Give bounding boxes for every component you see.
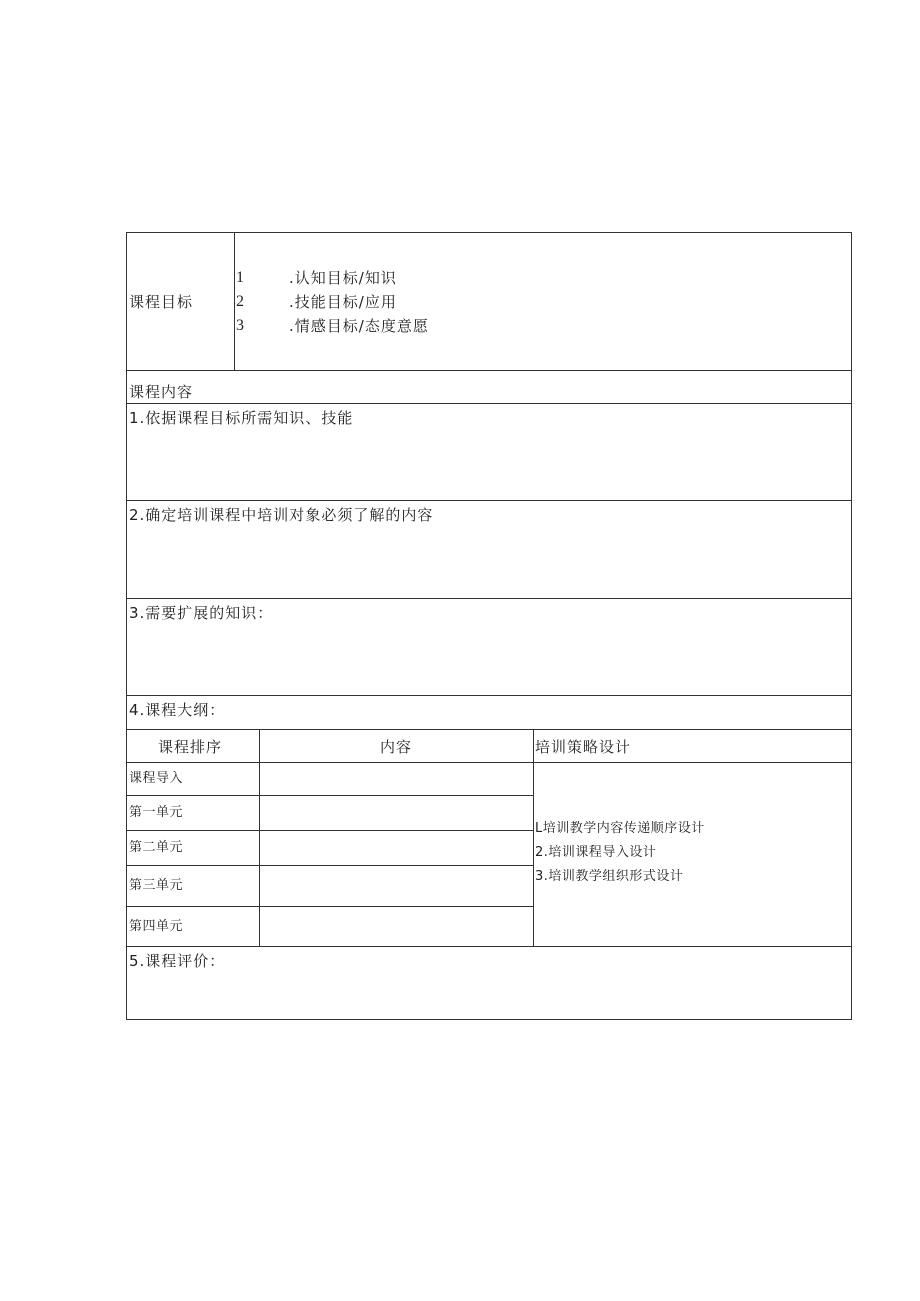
- col-divider: [234, 232, 235, 370]
- outline-header-content: 内容: [380, 738, 413, 756]
- outline-row-label: 第二单元: [129, 840, 184, 855]
- col-divider: [533, 729, 534, 946]
- row-divider: [126, 906, 533, 907]
- row-divider: [126, 598, 852, 599]
- outline-header-order: 课程排序: [158, 738, 223, 756]
- strategy-item: 3.培训教学组织形式设计: [535, 869, 684, 884]
- evaluation-label: 5.课程评价：: [129, 952, 226, 970]
- outline-row-label: 第一单元: [129, 805, 184, 820]
- goal-number: 1: [236, 269, 244, 286]
- strategy-item: 2.培训课程导入设计: [535, 845, 657, 860]
- strategy-item: L培训教学内容传递顺序设计: [535, 821, 705, 836]
- content-section: 4.课程大纲：: [129, 701, 226, 719]
- content-section: 3.需要扩展的知识：: [129, 604, 274, 622]
- content-heading: 课程内容: [129, 383, 194, 401]
- row-divider: [126, 403, 852, 404]
- goal-number: 2: [236, 293, 244, 310]
- row-divider: [126, 500, 852, 501]
- content-section: 1.依据课程目标所需知识、技能: [129, 409, 354, 427]
- goal-text: .认知目标/知识: [289, 269, 397, 287]
- row-divider: [126, 795, 533, 796]
- row-divider: [126, 695, 852, 696]
- row-divider: [126, 830, 533, 831]
- row-divider: [126, 946, 852, 947]
- outline-header-strategy: 培训策略设计: [535, 738, 632, 756]
- goal-text: .技能目标/应用: [289, 293, 397, 311]
- goal-number: 3: [236, 317, 244, 334]
- outline-row-label: 第三单元: [129, 878, 184, 893]
- row-divider: [126, 865, 533, 866]
- content-section: 2.确定培训课程中培训对象必须了解的内容: [129, 506, 434, 524]
- outline-row-label: 第四单元: [129, 919, 184, 934]
- row-divider: [126, 762, 852, 763]
- goals-label: 课程目标: [129, 293, 194, 311]
- goal-text: .情感目标/态度意愿: [289, 317, 429, 335]
- col-divider: [259, 729, 260, 946]
- outline-row-label: 课程导入: [129, 771, 184, 786]
- row-divider: [126, 729, 852, 730]
- row-divider: [126, 370, 852, 371]
